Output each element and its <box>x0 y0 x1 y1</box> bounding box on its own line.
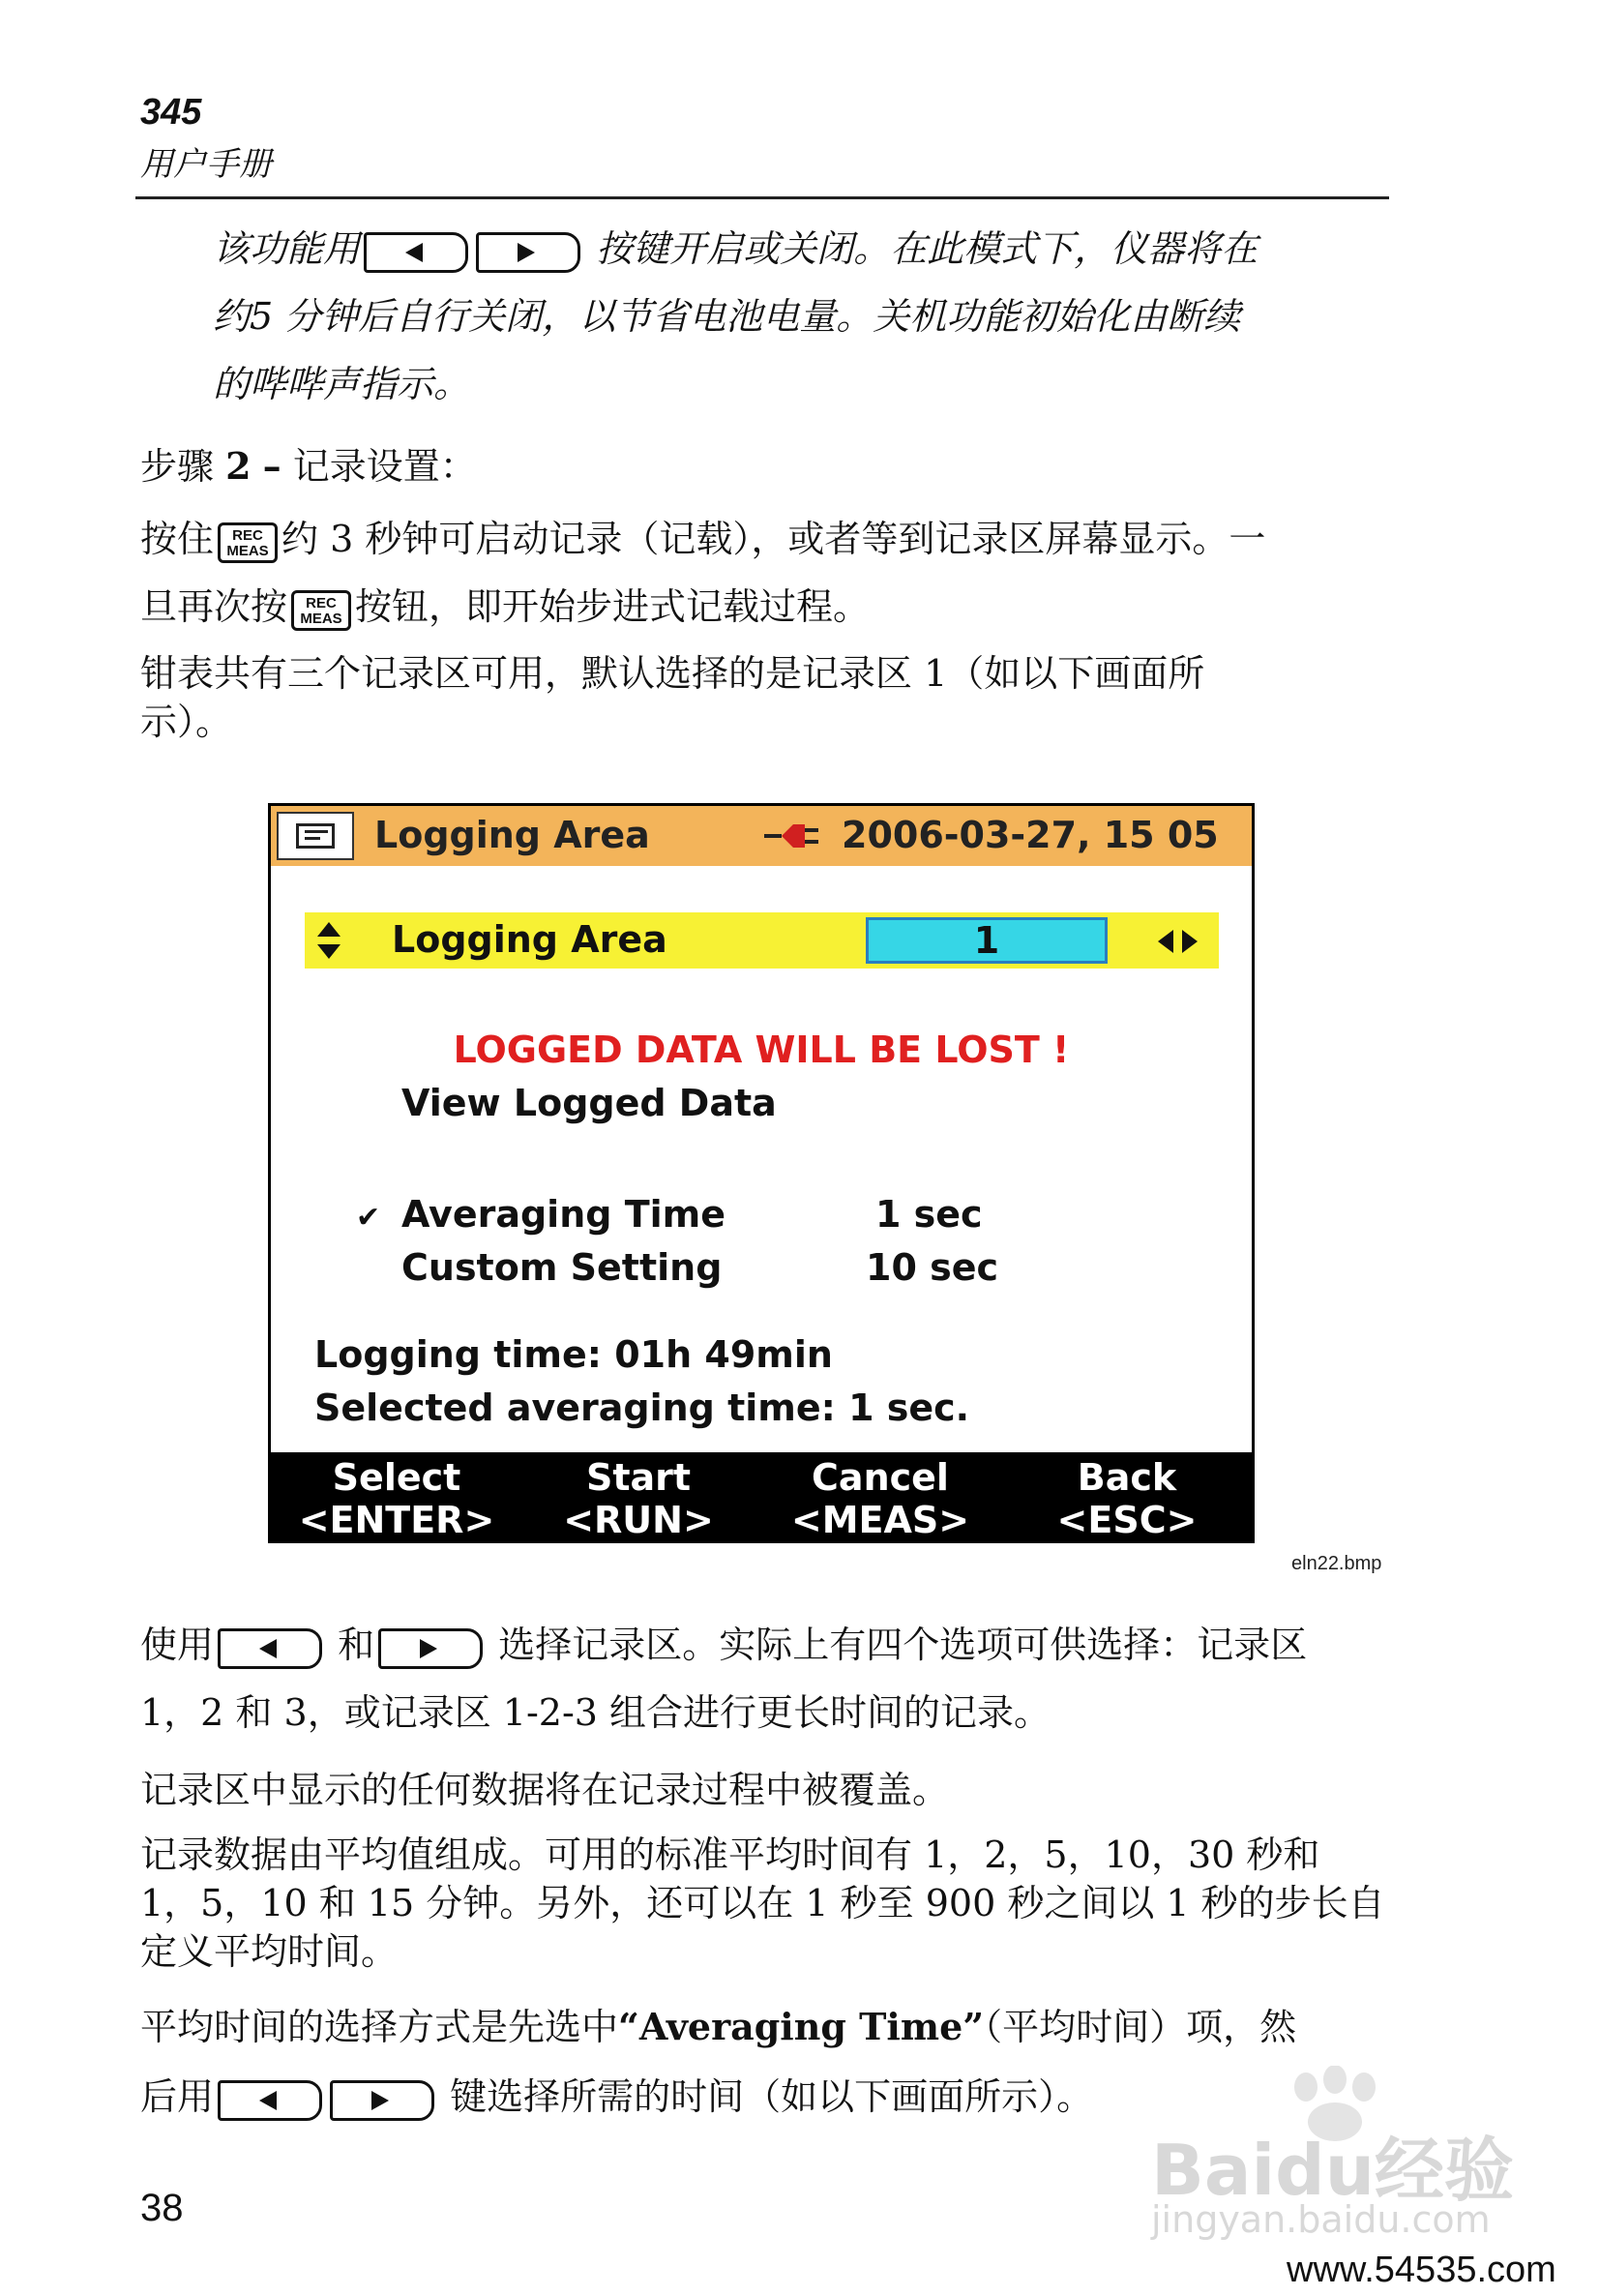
step-heading: 步骤 2 – 记录设置： <box>140 444 477 488</box>
rec-meas-key-icon: REC MEAS <box>218 522 278 563</box>
watermark-site: jingyan.baidu.com <box>1151 2198 1491 2241</box>
power-plug-icon <box>762 820 820 852</box>
intro-text-a: 该功能用 <box>213 227 361 270</box>
right-arrow-key-icon <box>330 2080 434 2121</box>
right-arrow-key-icon <box>476 232 580 273</box>
para1-line-2: 旦再次按 REC MEAS 按钮，即开始步进式记载过程。 <box>140 573 870 641</box>
para2-line-2: 示）。 <box>140 701 233 743</box>
logging-area-value[interactable]: 1 <box>866 917 1108 964</box>
intro-line-3: 的哔哔声指示。 <box>213 363 471 405</box>
para5-line-3: 定义平均时间。 <box>140 1930 399 1973</box>
para2-line-1: 钳表共有三个记录区可用，默认选择的是记录区 1（如以下画面所 <box>140 652 1205 695</box>
intro-text-b: 按键开启或关闭。在此模式下，仪器将在 <box>596 227 1258 270</box>
data-loss-warning: LOGGED DATA WILL BE LOST ! <box>453 1029 1070 1071</box>
function-key-bar <box>271 1452 1252 1543</box>
figure-caption: eln22.bmp <box>1291 1553 1382 1574</box>
left-arrow-key-icon <box>218 1628 322 1669</box>
averaging-time-value: 1 sec <box>875 1193 983 1236</box>
watermark-brand: Baidu经验 <box>1151 2130 1514 2211</box>
logging-icon <box>277 812 354 860</box>
manual-subtitle: 用户手册 <box>140 145 272 184</box>
para4: 记录区中显示的任何数据将在记录过程中被覆盖。 <box>140 1769 950 1811</box>
para6-line-2: 后用 键选择所需的时间（如以下画面所示）。 <box>140 2063 1093 2131</box>
back-function-key[interactable]: Back <ESC> <box>1056 1456 1198 1541</box>
check-mark-icon: ✔ <box>356 1201 381 1235</box>
select-function-key[interactable]: Select <ENTER> <box>298 1456 495 1541</box>
rec-meas-key-icon: REC MEAS <box>291 590 351 631</box>
para1-line-1: 按住 REC MEAS 约 3 秒钟可启动记录（记载），或者等到记录区屏幕显示。一 <box>140 505 1265 573</box>
para3-line-1: 使用 和 选择记录区。实际上有四个选项可供选择：记录区 <box>140 1611 1307 1679</box>
intro-line-1 <box>213 215 1258 283</box>
page-number: 38 <box>140 2187 184 2229</box>
intro-line-2: 约5 分钟后自行关闭，以节省电池电量。关机功能初始化由断续 <box>213 295 1241 338</box>
start-function-key[interactable]: Start <RUN> <box>563 1456 714 1541</box>
selector-label: Logging Area <box>392 918 667 961</box>
view-logged-data-option[interactable]: View Logged Data <box>401 1082 777 1124</box>
screen-title-bar <box>271 806 1252 866</box>
header-divider <box>135 196 1389 199</box>
averaging-time-option[interactable]: Averaging Time <box>401 1193 726 1236</box>
custom-setting-value: 10 sec <box>866 1246 999 1289</box>
screen-datetime: 2006-03-27, 15 05 <box>842 814 1219 856</box>
cancel-function-key[interactable]: Cancel <MEAS> <box>790 1456 970 1541</box>
watermark-url: www.54535.com <box>1287 2250 1556 2290</box>
para6-line-1: 平均时间的选择方式是先选中“Averaging Time”（平均时间）项，然 <box>140 2005 1297 2048</box>
left-right-arrow-icon <box>1156 928 1199 955</box>
para5-line-2: 1，5，10 和 15 分钟。另外，还可以在 1 秒至 900 秒之间以 1 秒的步长自 <box>140 1882 1385 1924</box>
para3-line-2: 1，2 和 3，或记录区 1-2-3 组合进行更长时间的记录。 <box>140 1691 1051 1734</box>
device-screen <box>268 803 1255 1543</box>
left-arrow-key-icon <box>218 2080 322 2121</box>
screen-title: Logging Area <box>374 814 650 856</box>
left-arrow-key-icon <box>364 232 468 273</box>
right-arrow-key-icon <box>378 1628 483 1669</box>
logging-time-status: Logging time: 01h 49min <box>314 1333 833 1376</box>
manual-model-number: 345 <box>140 92 202 133</box>
selected-averaging-status: Selected averaging time: 1 sec. <box>314 1387 970 1429</box>
logging-area-selector[interactable] <box>305 912 1219 969</box>
custom-setting-option[interactable]: Custom Setting <box>401 1246 723 1289</box>
up-down-arrow-icon <box>314 920 343 961</box>
para5-line-1: 记录数据由平均值组成。可用的标准平均时间有 1，2，5，10，30 秒和 <box>140 1834 1320 1876</box>
